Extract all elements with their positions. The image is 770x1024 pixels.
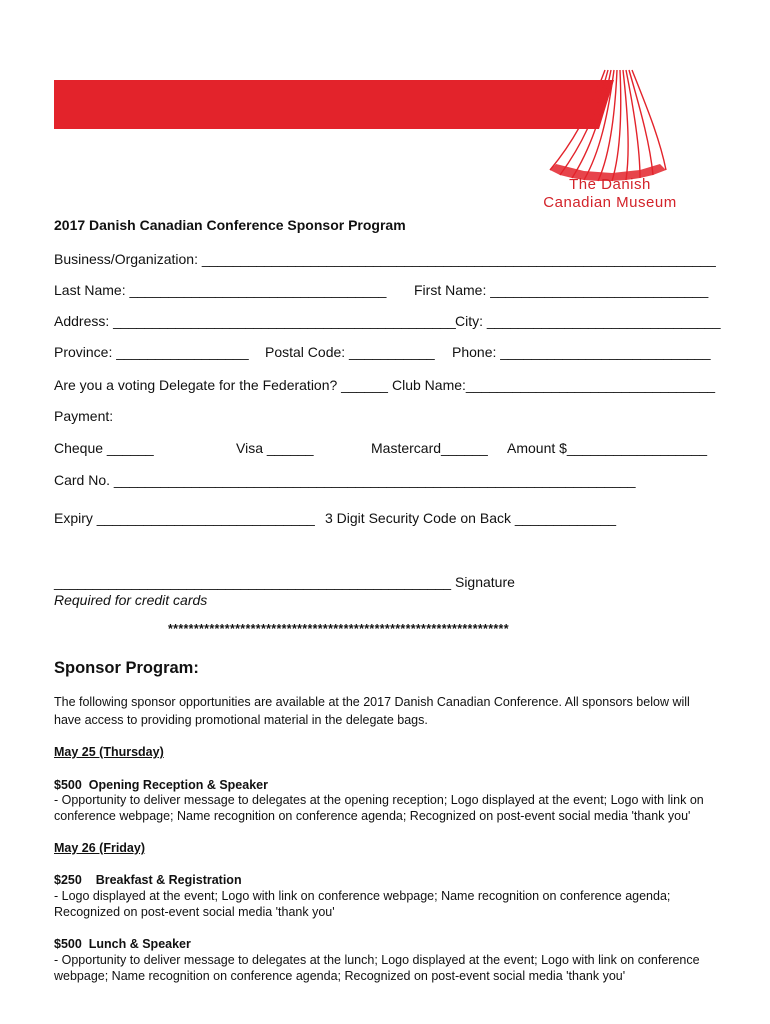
required-note: Required for credit cards bbox=[54, 592, 208, 608]
first-name-field[interactable]: First Name: ____________________________ bbox=[414, 282, 709, 298]
amount-field[interactable]: Amount $__________________ bbox=[507, 440, 708, 456]
last-name-field[interactable]: Last Name: _________________________________ bbox=[54, 282, 387, 298]
item1-title: $500 Opening Reception & Speaker bbox=[54, 778, 268, 792]
mastercard-field[interactable]: Mastercard______ bbox=[371, 440, 488, 456]
phone-field[interactable]: Phone: ___________________________ bbox=[452, 344, 711, 360]
visa-field[interactable]: Visa ______ bbox=[236, 440, 314, 456]
club-name-field[interactable]: Club Name:________________________________ bbox=[392, 377, 716, 393]
security-code-field[interactable]: 3 Digit Security Code on Back _____________ bbox=[325, 510, 617, 526]
signature-field[interactable]: ___________________________________________________ Signature bbox=[54, 574, 515, 590]
business-field[interactable]: Business/Organization: __________________________________________________________________ bbox=[54, 251, 716, 267]
delegate-field[interactable]: Are you a voting Delegate for the Federation? ______ bbox=[54, 377, 388, 393]
form-title: 2017 Danish Canadian Conference Sponsor Program bbox=[54, 217, 406, 233]
logo-line-2: Canadian Museum bbox=[543, 194, 677, 211]
item2-description: - Logo displayed at the event; Logo with link on conference webpage; Name recognition on conference agenda; Recognized on post-event social media 'thank you' bbox=[54, 889, 671, 919]
separator-stars: ****************************************************************** bbox=[168, 622, 509, 636]
city-field[interactable]: City: ______________________________ bbox=[455, 313, 721, 329]
cheque-field[interactable]: Cheque ______ bbox=[54, 440, 154, 456]
expiry-field[interactable]: Expiry ____________________________ bbox=[54, 510, 315, 526]
sponsor-heading: Sponsor Program: bbox=[54, 659, 199, 677]
sponsor-intro: The following sponsor opportunities are available at the 2017 Danish Canadian Conference. All sponsors below will have access to providing promotional material in the delegate bags. bbox=[54, 695, 690, 727]
item1-description: - Opportunity to deliver message to delegates at the opening reception; Logo displayed at the event; Logo with link on conference webpage; Name recognition on conference agenda; Recognized on post-event social media 'thank you' bbox=[54, 793, 704, 823]
day1-heading: May 25 (Thursday) bbox=[54, 745, 164, 759]
item3-title: $500 Lunch & Speaker bbox=[54, 937, 191, 951]
logo-line-1: The Danish bbox=[569, 176, 651, 193]
item3-description: - Opportunity to deliver message to delegates at the lunch; Logo displayed at the event; Logo with link on conference webpage; Name recognition on conference agenda; Recognized on post-event social media 'thank you' bbox=[54, 953, 700, 983]
address-field[interactable]: Address: ____________________________________________ bbox=[54, 313, 456, 329]
postal-code-field[interactable]: Postal Code: ___________ bbox=[265, 344, 435, 360]
province-field[interactable]: Province: _________________ bbox=[54, 344, 249, 360]
item2-title: $250 Breakfast & Registration bbox=[54, 873, 242, 887]
payment-label: Payment: bbox=[54, 408, 114, 424]
card-number-field[interactable]: Card No. ___________________________________________________________________ bbox=[54, 472, 636, 488]
day2-heading: May 26 (Friday) bbox=[54, 841, 146, 855]
logo-text bbox=[525, 176, 695, 212]
